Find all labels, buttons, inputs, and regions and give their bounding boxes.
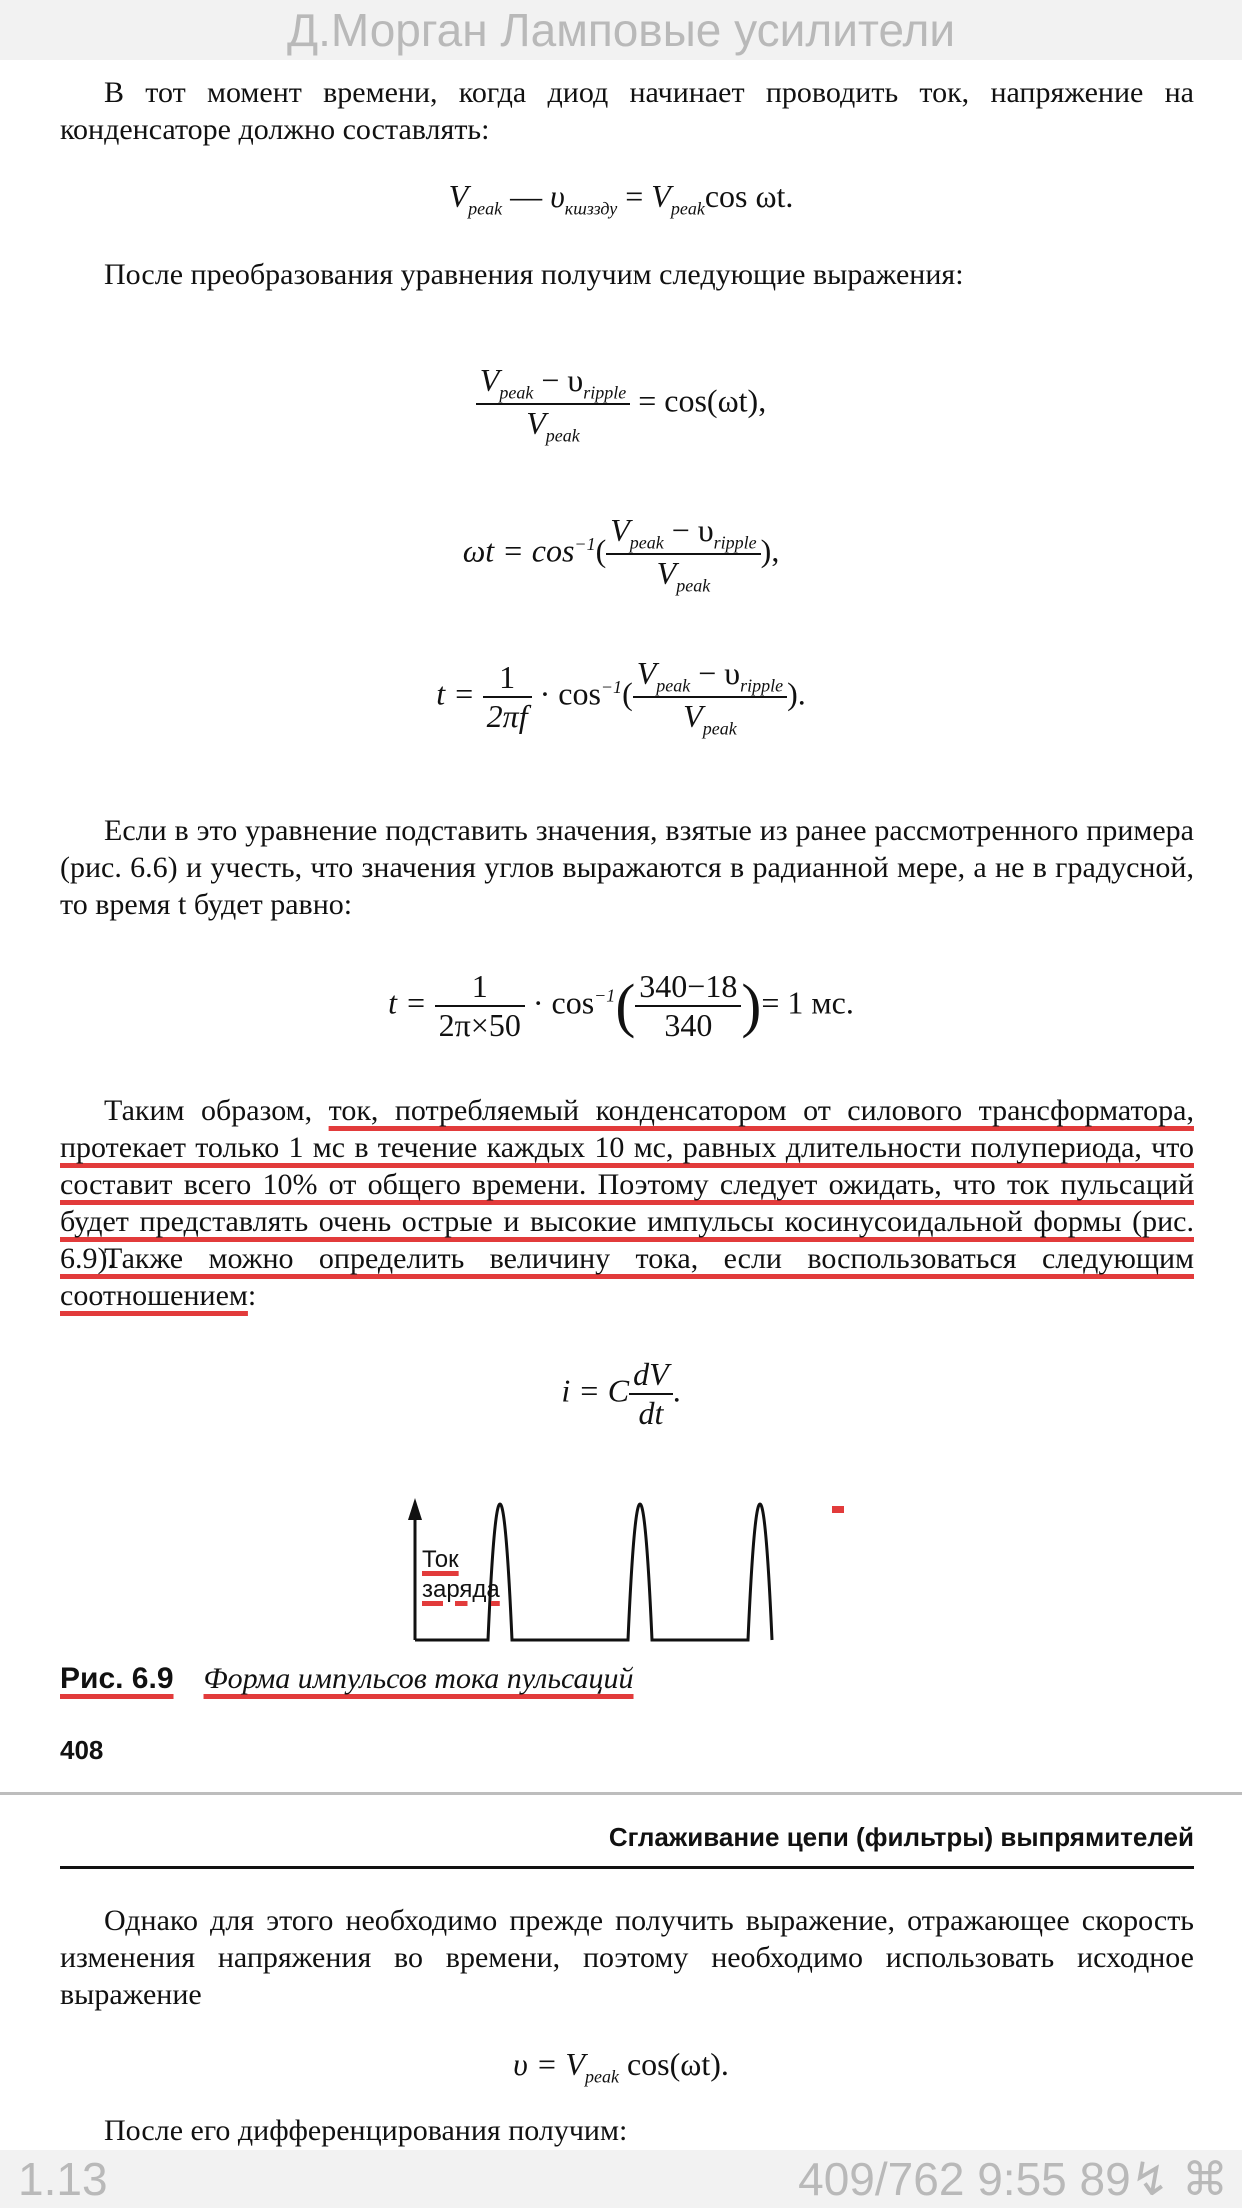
p4-plain: Таким образом, [104, 1094, 329, 1127]
eq6-lhs: i = C [561, 1372, 630, 1409]
eq6-frac: $\frac{dV}{dt}$ [629, 1356, 673, 1432]
eq1-rhs: cos ωt. [704, 178, 794, 214]
eq1-v: V [448, 178, 469, 214]
equation-5: t = $\frac{1}{2\pi\times 50}$ · $\cos^{-1}$( $\frac{340-18}{340}$ )= 1 мс. [388, 968, 854, 1043]
eq7-sub: peak [584, 2066, 619, 2087]
eq1-sub: кшззду [564, 198, 618, 219]
eq3-fraction: $\frac{V_{peak} - \upsilon_{ripple}}{V_{peak}}$ [606, 512, 760, 597]
equation-3: $\omega t = \cos^{-1}$( $\frac{V_{peak} - \upsilon_{ripple}}{V_{peak}}$ ), [462, 512, 780, 596]
reader-status-bar [0, 2150, 1242, 2208]
eq1-upsilon: υ [550, 178, 565, 214]
eq3-tail: ), [760, 532, 780, 569]
equation-4: t = $\frac{1}{2\pi f}$ · $\cos^{-1}$( $\frac{V_{peak} - \upsilon_{ripple}}{V_{peak}}$ ). [436, 655, 806, 739]
page-number: 408 [60, 1735, 104, 1765]
paragraph-5 [60, 1240, 1194, 1314]
paragraph-1: В тот момент времени, когда диод начинает проводить ток, напряжение на конденсаторе должно составлять: [60, 76, 1194, 146]
eq4-cos: · cos [539, 675, 601, 712]
equation-6 [0, 1356, 1242, 1432]
eq5-lhs: t = [388, 984, 427, 1021]
caption-title: Форма импульсов тока пульсаций [203, 1662, 634, 1695]
paragraph-2: После преобразования уравнения получим следующие выражения: [104, 258, 964, 291]
eq5-frac2: $\frac{340-18}{340}$ [635, 968, 741, 1044]
eq5-frac1: $\frac{1}{2\pi\times 50}$ [435, 968, 525, 1044]
eq1-sub-peak2: peak [670, 198, 705, 219]
y-axis-arrow [408, 1498, 422, 1520]
page-time-battery: 409/762 9:55 89↯ ⌘ [798, 2153, 1228, 2205]
ylabel-line2: заряда [422, 1576, 500, 1603]
caption-label: Рис. 6.9 [60, 1662, 174, 1695]
header-rule [60, 1866, 1194, 1869]
eq2-fraction: $\frac{V_{peak} - \upsilon_{ripple}}{V_{peak}}$ [476, 362, 630, 447]
eq5-rhs: = 1 мс. [761, 984, 854, 1021]
eq3-lhs: ωt = cos [462, 532, 575, 569]
ripple-current-svg [400, 1490, 860, 1650]
eq7-lhs: υ = V [513, 2046, 585, 2082]
p5-tail: : [247, 1279, 257, 1312]
eq4-frac2: $\frac{V_{peak} - \upsilon_{ripple}}{V_{peak}}$ [633, 655, 787, 740]
eq4-frac1: $\frac{1}{2\pi f}$ [483, 659, 532, 735]
eq5-cos: · cos [532, 984, 595, 1021]
page-divider [0, 1792, 1242, 1795]
equation-2 [0, 362, 1242, 447]
paragraph-6: Однако для этого необходимо прежде получить выражение, отражающее скорость изменения напряжения во времени, поэтому необходимо использовать исходное выражение [60, 1904, 1194, 2011]
eq1-sub-peak: peak [468, 198, 503, 219]
ylabel-line1: Ток [422, 1546, 459, 1573]
figure-caption [60, 1662, 634, 1696]
ripple-current-chart [400, 1490, 860, 1655]
eq4-tail: ). [787, 675, 806, 712]
reader-title-bar: Д.Морган Ламповые усилители [0, 0, 1242, 60]
eq1-v2: V [651, 178, 671, 214]
p5-highlight: Также можно определить величину тока, если воспользоваться следующим соотношением [60, 1242, 1194, 1312]
paragraph-7: После его дифференцирования получим: [104, 2114, 628, 2147]
pulse-waveform [415, 1504, 772, 1640]
eq6-tail: . [672, 1372, 681, 1409]
equation-1 [0, 178, 1242, 219]
reading-progress: 1.13 [18, 2153, 108, 2205]
eq1-equals: = [617, 178, 652, 214]
running-header: Сглаживание цепи (фильтры) выпрямителей [608, 1822, 1194, 1852]
eq1-minus: — [502, 178, 551, 214]
eq7-rhs: cos(ωt). [618, 2046, 729, 2082]
eq4-lhs: t = [436, 675, 475, 712]
highlight-mark [832, 1506, 844, 1513]
equation-7 [0, 2046, 1242, 2087]
p4-highlight: ток, потребляемый конденсатором от силового трансформатора, протекает только 1 мс в течение каждых 10 мс, равных длительности полупериода, что составит всего 10% от общего времени. Поэтому следует ожидать, что ток пульсаций будет представлять очень острые и высокие импульсы косинусоидальной формы (рис. 6.9). [60, 1094, 1194, 1275]
eq2-rhs: = cos(ωt), [630, 382, 767, 419]
paragraph-3: Если в это уравнение подставить значения, взятые из ранее рассмотренного примера (рис. 6.6) и учесть, что значения углов выражаются в радианной мере, а не в градусной, то время t будет равно: [60, 814, 1194, 921]
